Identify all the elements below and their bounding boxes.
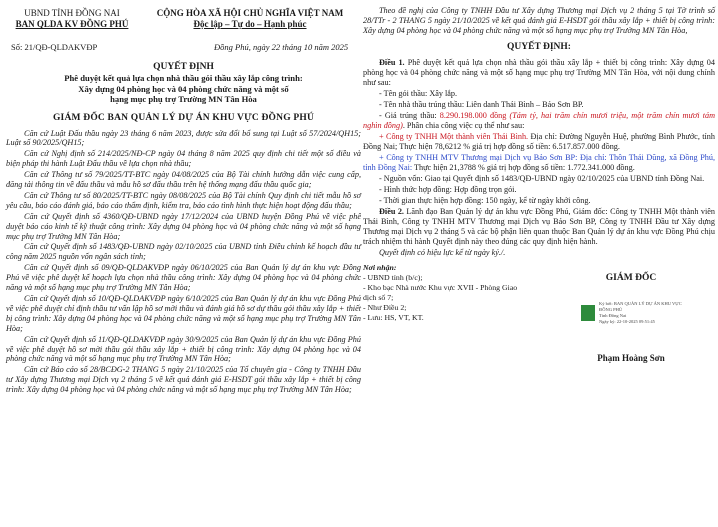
national-motto: Độc lập – Tự do – Hạnh phúc [193,19,307,29]
stamp-line: Tỉnh Đồng Nai [599,313,627,318]
org-line-2: BAN QLDA KV ĐỒNG PHÚ [15,19,129,29]
article-2 [363,207,715,247]
signatory-title: GIÁM ĐỐC [605,273,657,283]
basis-paragraph: Căn cứ Luật Đấu thầu ngày 23 tháng 6 năm 2023, được sửa đổi bổ sung tại Luật số 57/2024/QH15; Luật số 90/2025/QH15; [6,128,361,148]
article-1 [363,58,715,88]
article-1-text: Phê duyệt kết quả lựa chọn nhà thầu gói thầu xây lắp + thiết bị công trình: Xây dựng 04 phòng học và 04 phòng chức năng và một số hạng mục phụ trợ Trường MN Tân Hòa, với nội dung chính như sau: [363,58,715,87]
legal-basis [6,129,361,396]
signatory-name: Phạm Hoàng Sơn [597,353,665,363]
basis-paragraph: Căn cứ Quyết định số 09/QĐ-QLDAKVĐP ngày 06/10/2025 của Ban Quản lý dự án khu vực Đồng Phú về việc phê duyệt kế hoạch lựa chọn nhà thầu công trình: Xây dựng 04 phòng học và 04 phòng chức năng và một số hạng mục phụ trợ Trường MN Tân Hòa; [6,263,361,293]
article-1-label: Điều 1. [379,58,405,67]
basis-paragraph: Căn cứ Quyết định số 10/QĐ-QLDAKVĐP ngày 6/10/2025 của Ban Quản lý dự án khu vực Đồng Phú về việc phê duyệt chỉ định thầu tư vấn lập hồ sơ mời thầu và đánh giá hồ sơ dự thầu gói thầu xây lắp + thiết bị công trình: Xây dựng 04 phòng học và 04 phòng chức năng và một số hạng mục phụ trợ Trường MN Tân Hòa; [6,294,361,333]
basis-paragraph: Căn cứ Thông tư số 79/2025/TT-BTC ngày 04/08/2025 của Bộ Tài chính hướng dẫn việc cung cấp, đăng tải thông tin về đấu thầu và mẫu hồ sơ đấu thầu trên hệ thống mạng đấu thầu quốc gia; [6,170,361,190]
left-column [6,0,361,396]
doc-subtitle [6,73,361,105]
consortium-member-2 [363,153,715,173]
recipient-item: - Kho bạc Nhà nước Khu vực XVII - Phòng Giao dịch số 7; [363,283,518,302]
article-2-label: Điều 2. [379,207,404,216]
funding-source: - Nguồn vốn: Giao tại Quyết định số 1483/QĐ-UBND ngày 02/10/2025 của UBND tỉnh Đồng Nai. [379,174,705,183]
subtitle-line: Phê duyệt kết quả lựa chọn nhà thầu gói thầu xây lắp công trình: [64,73,303,83]
contract-form: - Hình thức hợp đồng: Hợp đồng trọn gói. [379,185,517,194]
doc-date: Đồng Phú, ngày 22 tháng 10 năm 2025 [214,42,349,52]
stamp-line: Ngày ký: 22-10-2025 09:51:45 [599,319,655,324]
national-heading [139,8,361,30]
winning-price [363,111,715,131]
document-header [6,0,361,42]
proposal-paragraph: Theo đề nghị của Công ty TNHH Đầu tư Xây dựng Thương mại Dịch vụ 2 tháng 5 tại Tờ trình số 28/TTr - 2 THANG 5 ngày 21/10/2025 về kết quả đánh giá E-HSDT gói thầu xây lắp + thiết bị công trình: Xây dựng 04 phòng học và 04 phòng chức năng và một số hạng mục phụ trợ Trường MN Tân Hòa, [363,6,715,35]
recipient-item: - Như Điều 2; [363,303,407,312]
basis-paragraph: Căn cứ Thông tư số 80/2025/TT-BTC ngày 08/08/2025 của Bộ Tài chính Quy định chi tiết mẫu hồ sơ yêu cầu, báo cáo đánh giá, báo cáo thẩm định, kiểm tra, báo cáo tình hình thực hiện hoạt động đấu thầu; [6,190,361,210]
digital-signature-icon [581,305,595,321]
org-line-1: UBND TỈNH ĐỒNG NAI [24,8,120,18]
effective-clause: Quyết định có hiệu lực kể từ ngày ký./. [379,248,506,257]
recipient-item: - UBND tỉnh (b/c); [363,273,423,282]
basis-paragraph: Căn cứ Quyết định số 1483/QĐ-UBND ngày 02/10/2025 của UBND tỉnh Điều chỉnh kế hoạch đầu tư công năm 2025 nguồn vốn ngân sách tỉnh; [6,242,361,262]
member-2-details: Thực hiện 21,3788 % giá trị hợp đồng số tiền: 1.772.341.000 đồng. [412,163,635,172]
stamp-line: Ký bởi: BAN QUẢN LÝ DỰ ÁN KHU VỰC ĐỒNG PHÚ [599,301,682,312]
stamp-text [599,301,683,325]
member-1-name: + Công ty TNHH Một thành viên Thái Bình. [379,132,529,141]
basis-paragraph: Căn cứ Quyết định số 11/QĐ-QLDAKVĐP ngày 30/9/2025 của Ban Quản lý dự án khu vực Đồng Phú về việc phê duyệt hồ sơ mời thầu gói thầu xây lắp + thiết bị công trình: Xây dựng 04 phòng học và 04 phòng chức năng và một số hạng mục phụ trợ Trường MN Tân Hòa; [6,334,361,364]
basis-paragraph: Căn cứ Quyết định số 4360/QĐ-UBND ngày 17/12/2024 của UBND huyện Đồng Phú về việc phê duyệt báo cáo kinh tế kỹ thuật công trình: Xây dựng 04 phòng học và 04 phòng chức năng và một số hạng mục phụ trợ Trường MN Tân Hòa; [6,211,361,241]
recipients-label: Nơi nhận: [363,263,397,272]
basis-paragraph: Căn cứ Nghị định số 214/2025/NĐ-CP ngày 04 tháng 8 năm 2025 quy định chi tiết một số điều và biện pháp thi hành Luật Đấu thầu về lựa chọn nhà thầu; [6,149,361,169]
digital-signature-stamp [579,291,683,345]
signatory [547,273,715,363]
price-prefix: - Giá trúng thầu: [379,111,440,120]
basis-paragraph: Căn cứ Báo cáo số 28/BCĐG-2 THANG 5 ngày 21/10/2025 của Tổ chuyên gia - Công ty TNHH Đầu tư Xây dựng Thương mại Dịch vụ 2 tháng 5 về kết quả đánh giá E-HSDT gói thầu xây lắp + thiết bị công trình: Xây dựng 04 phòng học và 04 phòng chức năng và một số hạng mục phụ trợ Trường MN Tân Hòa; [6,365,361,395]
winning-contractor: - Tên nhà thầu trúng thầu: Liên danh Thái Bình – Bảo Sơn BP. [379,100,584,109]
signature-block [363,259,715,389]
decision-heading: QUYẾT ĐỊNH: [507,42,571,52]
doc-meta [6,42,361,56]
subtitle-line: Xây dựng 04 phòng học và 04 phòng chức năng và một số [78,83,289,94]
price-value: 8.290.198.000 đồng [439,111,507,120]
doc-title: QUYẾT ĐỊNH [153,62,214,72]
contract-duration: - Thời gian thực hiện hợp đồng: 150 ngày, kể từ ngày khởi công. [379,196,591,205]
price-suffix: . Phân chia công việc cụ thể như sau: [402,121,525,130]
nation-name: CỘNG HÒA XÃ HỘI CHỦ NGHĨA VIỆT NAM [156,8,344,18]
doc-number: Số: 21/QĐ-QLDAKVĐP [11,42,98,52]
issuing-org [6,8,138,30]
director-heading: GIÁM ĐỐC BAN QUẢN LÝ DỰ ÁN KHU VỰC ĐỒNG PHÚ [52,112,315,123]
price-in-words: (Tám tỷ, hai trăm chín mươi triệu, một trăm chín mươi tám nghìn đồng) [363,111,715,130]
member-1-details: Địa chỉ: Đường Nguyễn Huệ, phường Bình Phước, tỉnh Đồng Nai; Thực hiện 78,6212 % giá trị hợp đồng số tiền: 6.517.857.000 đồng. [363,132,715,151]
article-2-text: Lãnh đạo Ban Quản lý dự án khu vực Đồng Phú, Giám đốc: Công ty TNHH Một thành viên Thái Bình, Công ty TNHH MTV Thương mại Dịch vụ Bảo Sơn BP, Công ty TNHH Đầu tư Xây dựng Thương mại Dịch vụ 2 tháng 5 và các bộ phận liên quan thuộc Ban Quản lý dự án khu vực Đồng Phú chịu trách nhiệm thi hành Quyết định này theo đúng các quy định hiện hành. [363,207,716,246]
member-2-name: + Công ty TNHH MTV Thương mại Dịch vụ Bảo Sơn BP: Địa chỉ: Thôn Thái Dũng, xã Đồng Phú, tỉnh Đồng Nai: [363,153,715,172]
recipient-item: - Lưu: HS, VT, KT. [363,313,424,322]
recipients [363,263,523,323]
subtitle-line: hạng mục phụ trợ Trường MN Tân Hòa [110,94,257,104]
package-name: - Tên gói thầu: Xây lắp. [379,89,458,98]
right-column [363,0,715,389]
consortium-member-1 [363,132,715,152]
